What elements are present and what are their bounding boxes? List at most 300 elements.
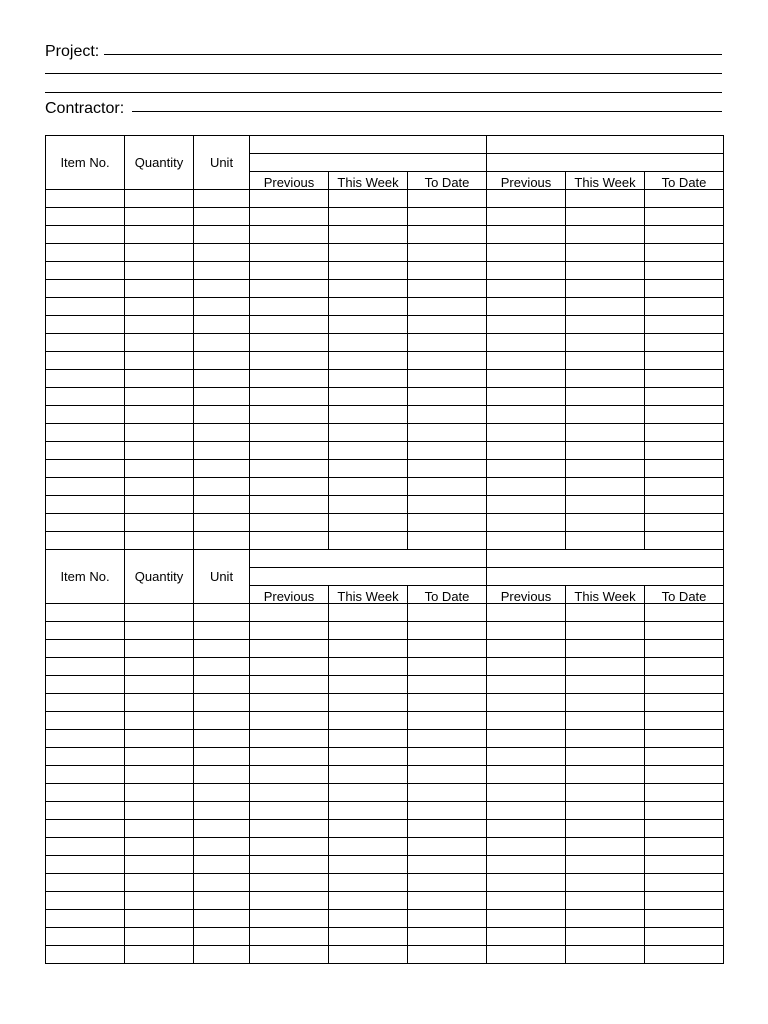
table-cell[interactable] xyxy=(250,766,329,784)
table-cell[interactable] xyxy=(125,460,194,478)
table-cell[interactable] xyxy=(329,820,408,838)
table-cell[interactable] xyxy=(329,658,408,676)
table-cell[interactable] xyxy=(408,802,487,820)
table-cell[interactable] xyxy=(125,190,194,208)
table-cell[interactable] xyxy=(194,694,250,712)
table-cell[interactable] xyxy=(566,892,645,910)
table-cell[interactable] xyxy=(250,514,329,532)
table-cell[interactable] xyxy=(194,190,250,208)
table-cell[interactable] xyxy=(566,334,645,352)
table-cell[interactable] xyxy=(125,226,194,244)
table-cell[interactable] xyxy=(46,676,125,694)
table-cell[interactable] xyxy=(46,262,125,280)
table-cell[interactable] xyxy=(46,334,125,352)
table-cell[interactable] xyxy=(566,910,645,928)
table-cell[interactable] xyxy=(46,604,125,622)
table-cell[interactable] xyxy=(408,640,487,658)
table-cell[interactable] xyxy=(194,208,250,226)
table-cell[interactable] xyxy=(487,316,566,334)
table-cell[interactable] xyxy=(645,622,724,640)
table-cell[interactable] xyxy=(194,784,250,802)
table-cell[interactable] xyxy=(408,712,487,730)
table-cell[interactable] xyxy=(250,874,329,892)
table-cell[interactable] xyxy=(408,820,487,838)
table-cell[interactable] xyxy=(329,406,408,424)
table-cell[interactable] xyxy=(250,442,329,460)
table-cell[interactable] xyxy=(194,838,250,856)
table-cell[interactable] xyxy=(645,262,724,280)
table-cell[interactable] xyxy=(487,694,566,712)
table-cell[interactable] xyxy=(250,640,329,658)
table-cell[interactable] xyxy=(250,658,329,676)
table-cell[interactable] xyxy=(408,496,487,514)
table-cell[interactable] xyxy=(566,928,645,946)
table-cell[interactable] xyxy=(487,784,566,802)
table-cell[interactable] xyxy=(408,190,487,208)
table-cell[interactable] xyxy=(566,622,645,640)
table-cell[interactable] xyxy=(408,604,487,622)
table-cell[interactable] xyxy=(125,712,194,730)
table-cell[interactable] xyxy=(125,316,194,334)
table-cell[interactable] xyxy=(46,244,125,262)
table-cell[interactable] xyxy=(46,298,125,316)
table-cell[interactable] xyxy=(46,208,125,226)
table-cell[interactable] xyxy=(487,442,566,460)
table-cell[interactable] xyxy=(329,640,408,658)
table-cell[interactable] xyxy=(125,208,194,226)
table-cell[interactable] xyxy=(487,388,566,406)
table-cell[interactable] xyxy=(46,226,125,244)
table-cell[interactable] xyxy=(329,910,408,928)
group-a-subtitle-cell[interactable] xyxy=(250,568,487,586)
table-cell[interactable] xyxy=(408,460,487,478)
table-cell[interactable] xyxy=(566,784,645,802)
table-cell[interactable] xyxy=(125,748,194,766)
table-cell[interactable] xyxy=(125,856,194,874)
table-cell[interactable] xyxy=(645,478,724,496)
table-cell[interactable] xyxy=(125,766,194,784)
table-cell[interactable] xyxy=(566,388,645,406)
table-cell[interactable] xyxy=(194,424,250,442)
table-cell[interactable] xyxy=(487,460,566,478)
table-cell[interactable] xyxy=(250,262,329,280)
table-cell[interactable] xyxy=(46,478,125,496)
table-cell[interactable] xyxy=(487,298,566,316)
table-cell[interactable] xyxy=(46,820,125,838)
table-cell[interactable] xyxy=(645,244,724,262)
table-cell[interactable] xyxy=(46,424,125,442)
group-a-title-cell[interactable] xyxy=(250,550,487,568)
table-cell[interactable] xyxy=(125,676,194,694)
table-cell[interactable] xyxy=(329,334,408,352)
table-cell[interactable] xyxy=(46,946,125,964)
table-cell[interactable] xyxy=(645,802,724,820)
table-cell[interactable] xyxy=(46,730,125,748)
table-cell[interactable] xyxy=(408,406,487,424)
table-cell[interactable] xyxy=(645,208,724,226)
table-cell[interactable] xyxy=(250,802,329,820)
table-cell[interactable] xyxy=(408,910,487,928)
table-cell[interactable] xyxy=(194,892,250,910)
table-cell[interactable] xyxy=(125,874,194,892)
table-cell[interactable] xyxy=(250,496,329,514)
table-cell[interactable] xyxy=(329,388,408,406)
table-cell[interactable] xyxy=(408,694,487,712)
table-cell[interactable] xyxy=(250,424,329,442)
group-b-subtitle-cell[interactable] xyxy=(487,568,724,586)
table-cell[interactable] xyxy=(487,892,566,910)
table-cell[interactable] xyxy=(408,316,487,334)
table-cell[interactable] xyxy=(566,946,645,964)
table-cell[interactable] xyxy=(46,406,125,424)
table-cell[interactable] xyxy=(566,442,645,460)
table-cell[interactable] xyxy=(566,280,645,298)
table-cell[interactable] xyxy=(250,676,329,694)
table-cell[interactable] xyxy=(250,478,329,496)
table-cell[interactable] xyxy=(645,190,724,208)
table-cell[interactable] xyxy=(566,604,645,622)
table-cell[interactable] xyxy=(566,820,645,838)
table-cell[interactable] xyxy=(487,478,566,496)
table-cell[interactable] xyxy=(329,676,408,694)
table-cell[interactable] xyxy=(46,712,125,730)
table-cell[interactable] xyxy=(487,820,566,838)
table-cell[interactable] xyxy=(46,838,125,856)
table-cell[interactable] xyxy=(408,226,487,244)
table-cell[interactable] xyxy=(645,730,724,748)
table-cell[interactable] xyxy=(408,352,487,370)
table-cell[interactable] xyxy=(487,640,566,658)
table-cell[interactable] xyxy=(125,928,194,946)
table-cell[interactable] xyxy=(329,856,408,874)
table-cell[interactable] xyxy=(125,892,194,910)
table-cell[interactable] xyxy=(46,658,125,676)
table-cell[interactable] xyxy=(408,766,487,784)
table-cell[interactable] xyxy=(194,658,250,676)
table-cell[interactable] xyxy=(487,622,566,640)
group-b-subtitle-cell[interactable] xyxy=(487,154,724,172)
table-cell[interactable] xyxy=(194,514,250,532)
table-cell[interactable] xyxy=(566,460,645,478)
table-cell[interactable] xyxy=(408,676,487,694)
table-cell[interactable] xyxy=(566,676,645,694)
table-cell[interactable] xyxy=(329,280,408,298)
table-cell[interactable] xyxy=(329,244,408,262)
table-cell[interactable] xyxy=(645,370,724,388)
table-cell[interactable] xyxy=(487,856,566,874)
extra-line-1[interactable] xyxy=(45,73,722,74)
table-cell[interactable] xyxy=(194,946,250,964)
table-cell[interactable] xyxy=(329,478,408,496)
table-cell[interactable] xyxy=(645,712,724,730)
table-cell[interactable] xyxy=(194,226,250,244)
table-cell[interactable] xyxy=(194,370,250,388)
table-cell[interactable] xyxy=(125,946,194,964)
table-cell[interactable] xyxy=(329,424,408,442)
table-cell[interactable] xyxy=(487,424,566,442)
table-cell[interactable] xyxy=(487,280,566,298)
table-cell[interactable] xyxy=(645,316,724,334)
table-cell[interactable] xyxy=(329,622,408,640)
table-cell[interactable] xyxy=(125,424,194,442)
table-cell[interactable] xyxy=(566,478,645,496)
table-cell[interactable] xyxy=(487,730,566,748)
table-cell[interactable] xyxy=(329,532,408,550)
table-cell[interactable] xyxy=(487,766,566,784)
table-cell[interactable] xyxy=(487,496,566,514)
table-cell[interactable] xyxy=(408,208,487,226)
table-cell[interactable] xyxy=(125,802,194,820)
table-cell[interactable] xyxy=(194,910,250,928)
table-cell[interactable] xyxy=(250,784,329,802)
table-cell[interactable] xyxy=(125,838,194,856)
table-cell[interactable] xyxy=(125,262,194,280)
table-cell[interactable] xyxy=(250,730,329,748)
table-cell[interactable] xyxy=(250,910,329,928)
table-cell[interactable] xyxy=(250,316,329,334)
table-cell[interactable] xyxy=(408,442,487,460)
table-cell[interactable] xyxy=(125,442,194,460)
table-cell[interactable] xyxy=(46,532,125,550)
table-cell[interactable] xyxy=(194,496,250,514)
table-cell[interactable] xyxy=(250,190,329,208)
table-cell[interactable] xyxy=(329,352,408,370)
table-cell[interactable] xyxy=(250,370,329,388)
table-cell[interactable] xyxy=(487,532,566,550)
table-cell[interactable] xyxy=(46,352,125,370)
table-cell[interactable] xyxy=(329,370,408,388)
table-cell[interactable] xyxy=(408,514,487,532)
table-cell[interactable] xyxy=(125,694,194,712)
table-cell[interactable] xyxy=(250,298,329,316)
table-cell[interactable] xyxy=(408,478,487,496)
table-cell[interactable] xyxy=(645,514,724,532)
table-cell[interactable] xyxy=(566,712,645,730)
table-cell[interactable] xyxy=(645,838,724,856)
table-cell[interactable] xyxy=(125,622,194,640)
table-cell[interactable] xyxy=(408,244,487,262)
table-cell[interactable] xyxy=(566,874,645,892)
table-cell[interactable] xyxy=(46,748,125,766)
table-cell[interactable] xyxy=(487,910,566,928)
table-cell[interactable] xyxy=(46,802,125,820)
table-cell[interactable] xyxy=(125,370,194,388)
table-cell[interactable] xyxy=(250,244,329,262)
table-cell[interactable] xyxy=(125,280,194,298)
table-cell[interactable] xyxy=(645,496,724,514)
table-cell[interactable] xyxy=(125,352,194,370)
table-cell[interactable] xyxy=(329,712,408,730)
table-cell[interactable] xyxy=(487,748,566,766)
table-cell[interactable] xyxy=(566,730,645,748)
contractor-underline[interactable] xyxy=(132,111,722,112)
table-cell[interactable] xyxy=(46,928,125,946)
table-cell[interactable] xyxy=(250,334,329,352)
table-cell[interactable] xyxy=(566,640,645,658)
table-cell[interactable] xyxy=(487,514,566,532)
table-cell[interactable] xyxy=(250,352,329,370)
table-cell[interactable] xyxy=(645,892,724,910)
table-cell[interactable] xyxy=(487,838,566,856)
table-cell[interactable] xyxy=(125,406,194,424)
table-cell[interactable] xyxy=(125,334,194,352)
table-cell[interactable] xyxy=(645,424,724,442)
table-cell[interactable] xyxy=(329,766,408,784)
table-cell[interactable] xyxy=(194,604,250,622)
table-cell[interactable] xyxy=(329,838,408,856)
table-cell[interactable] xyxy=(46,640,125,658)
table-cell[interactable] xyxy=(566,370,645,388)
table-cell[interactable] xyxy=(250,712,329,730)
table-cell[interactable] xyxy=(250,388,329,406)
table-cell[interactable] xyxy=(329,730,408,748)
table-cell[interactable] xyxy=(566,352,645,370)
table-cell[interactable] xyxy=(250,856,329,874)
table-cell[interactable] xyxy=(329,928,408,946)
table-cell[interactable] xyxy=(194,334,250,352)
table-cell[interactable] xyxy=(329,460,408,478)
table-cell[interactable] xyxy=(487,208,566,226)
table-cell[interactable] xyxy=(408,748,487,766)
table-cell[interactable] xyxy=(566,532,645,550)
table-cell[interactable] xyxy=(566,856,645,874)
table-cell[interactable] xyxy=(329,784,408,802)
table-cell[interactable] xyxy=(329,226,408,244)
table-cell[interactable] xyxy=(194,280,250,298)
table-cell[interactable] xyxy=(250,406,329,424)
table-cell[interactable] xyxy=(566,406,645,424)
table-cell[interactable] xyxy=(566,748,645,766)
table-cell[interactable] xyxy=(487,190,566,208)
table-cell[interactable] xyxy=(566,838,645,856)
group-a-title-cell[interactable] xyxy=(250,136,487,154)
table-cell[interactable] xyxy=(645,946,724,964)
table-cell[interactable] xyxy=(250,892,329,910)
table-cell[interactable] xyxy=(250,748,329,766)
table-cell[interactable] xyxy=(645,280,724,298)
table-cell[interactable] xyxy=(46,892,125,910)
table-cell[interactable] xyxy=(645,352,724,370)
table-cell[interactable] xyxy=(125,244,194,262)
table-cell[interactable] xyxy=(329,514,408,532)
table-cell[interactable] xyxy=(408,370,487,388)
table-cell[interactable] xyxy=(194,244,250,262)
group-a-subtitle-cell[interactable] xyxy=(250,154,487,172)
table-cell[interactable] xyxy=(408,334,487,352)
table-cell[interactable] xyxy=(566,316,645,334)
table-cell[interactable] xyxy=(566,190,645,208)
table-cell[interactable] xyxy=(566,802,645,820)
table-cell[interactable] xyxy=(46,190,125,208)
table-cell[interactable] xyxy=(250,604,329,622)
table-cell[interactable] xyxy=(645,910,724,928)
table-cell[interactable] xyxy=(250,946,329,964)
table-cell[interactable] xyxy=(329,892,408,910)
table-cell[interactable] xyxy=(566,496,645,514)
table-cell[interactable] xyxy=(487,928,566,946)
table-cell[interactable] xyxy=(408,424,487,442)
table-cell[interactable] xyxy=(329,694,408,712)
table-cell[interactable] xyxy=(408,856,487,874)
table-cell[interactable] xyxy=(125,388,194,406)
table-cell[interactable] xyxy=(566,244,645,262)
table-cell[interactable] xyxy=(250,820,329,838)
table-cell[interactable] xyxy=(566,226,645,244)
table-cell[interactable] xyxy=(46,280,125,298)
table-cell[interactable] xyxy=(487,802,566,820)
table-cell[interactable] xyxy=(566,208,645,226)
table-cell[interactable] xyxy=(408,874,487,892)
table-cell[interactable] xyxy=(250,460,329,478)
table-cell[interactable] xyxy=(194,298,250,316)
table-cell[interactable] xyxy=(329,298,408,316)
table-cell[interactable] xyxy=(487,334,566,352)
table-cell[interactable] xyxy=(487,352,566,370)
table-cell[interactable] xyxy=(194,262,250,280)
table-cell[interactable] xyxy=(194,766,250,784)
table-cell[interactable] xyxy=(250,226,329,244)
table-cell[interactable] xyxy=(408,532,487,550)
table-cell[interactable] xyxy=(487,406,566,424)
table-cell[interactable] xyxy=(645,640,724,658)
table-cell[interactable] xyxy=(125,730,194,748)
table-cell[interactable] xyxy=(125,514,194,532)
table-cell[interactable] xyxy=(194,442,250,460)
table-cell[interactable] xyxy=(566,766,645,784)
table-cell[interactable] xyxy=(645,226,724,244)
table-cell[interactable] xyxy=(125,658,194,676)
table-cell[interactable] xyxy=(645,874,724,892)
table-cell[interactable] xyxy=(250,622,329,640)
table-cell[interactable] xyxy=(46,694,125,712)
table-cell[interactable] xyxy=(125,910,194,928)
table-cell[interactable] xyxy=(408,622,487,640)
table-cell[interactable] xyxy=(329,262,408,280)
table-cell[interactable] xyxy=(487,370,566,388)
table-cell[interactable] xyxy=(250,838,329,856)
table-cell[interactable] xyxy=(194,316,250,334)
table-cell[interactable] xyxy=(645,442,724,460)
table-cell[interactable] xyxy=(250,280,329,298)
table-cell[interactable] xyxy=(46,766,125,784)
table-cell[interactable] xyxy=(194,874,250,892)
table-cell[interactable] xyxy=(487,874,566,892)
table-cell[interactable] xyxy=(645,694,724,712)
table-cell[interactable] xyxy=(194,730,250,748)
table-cell[interactable] xyxy=(194,622,250,640)
table-cell[interactable] xyxy=(645,460,724,478)
table-cell[interactable] xyxy=(194,640,250,658)
table-cell[interactable] xyxy=(408,892,487,910)
table-cell[interactable] xyxy=(645,820,724,838)
table-cell[interactable] xyxy=(408,298,487,316)
table-cell[interactable] xyxy=(46,874,125,892)
table-cell[interactable] xyxy=(645,406,724,424)
table-cell[interactable] xyxy=(645,766,724,784)
table-cell[interactable] xyxy=(645,928,724,946)
table-cell[interactable] xyxy=(125,640,194,658)
table-cell[interactable] xyxy=(645,676,724,694)
table-cell[interactable] xyxy=(125,784,194,802)
table-cell[interactable] xyxy=(250,694,329,712)
table-cell[interactable] xyxy=(645,856,724,874)
table-cell[interactable] xyxy=(125,604,194,622)
table-cell[interactable] xyxy=(329,442,408,460)
table-cell[interactable] xyxy=(329,496,408,514)
table-cell[interactable] xyxy=(408,928,487,946)
table-cell[interactable] xyxy=(329,208,408,226)
table-cell[interactable] xyxy=(408,838,487,856)
